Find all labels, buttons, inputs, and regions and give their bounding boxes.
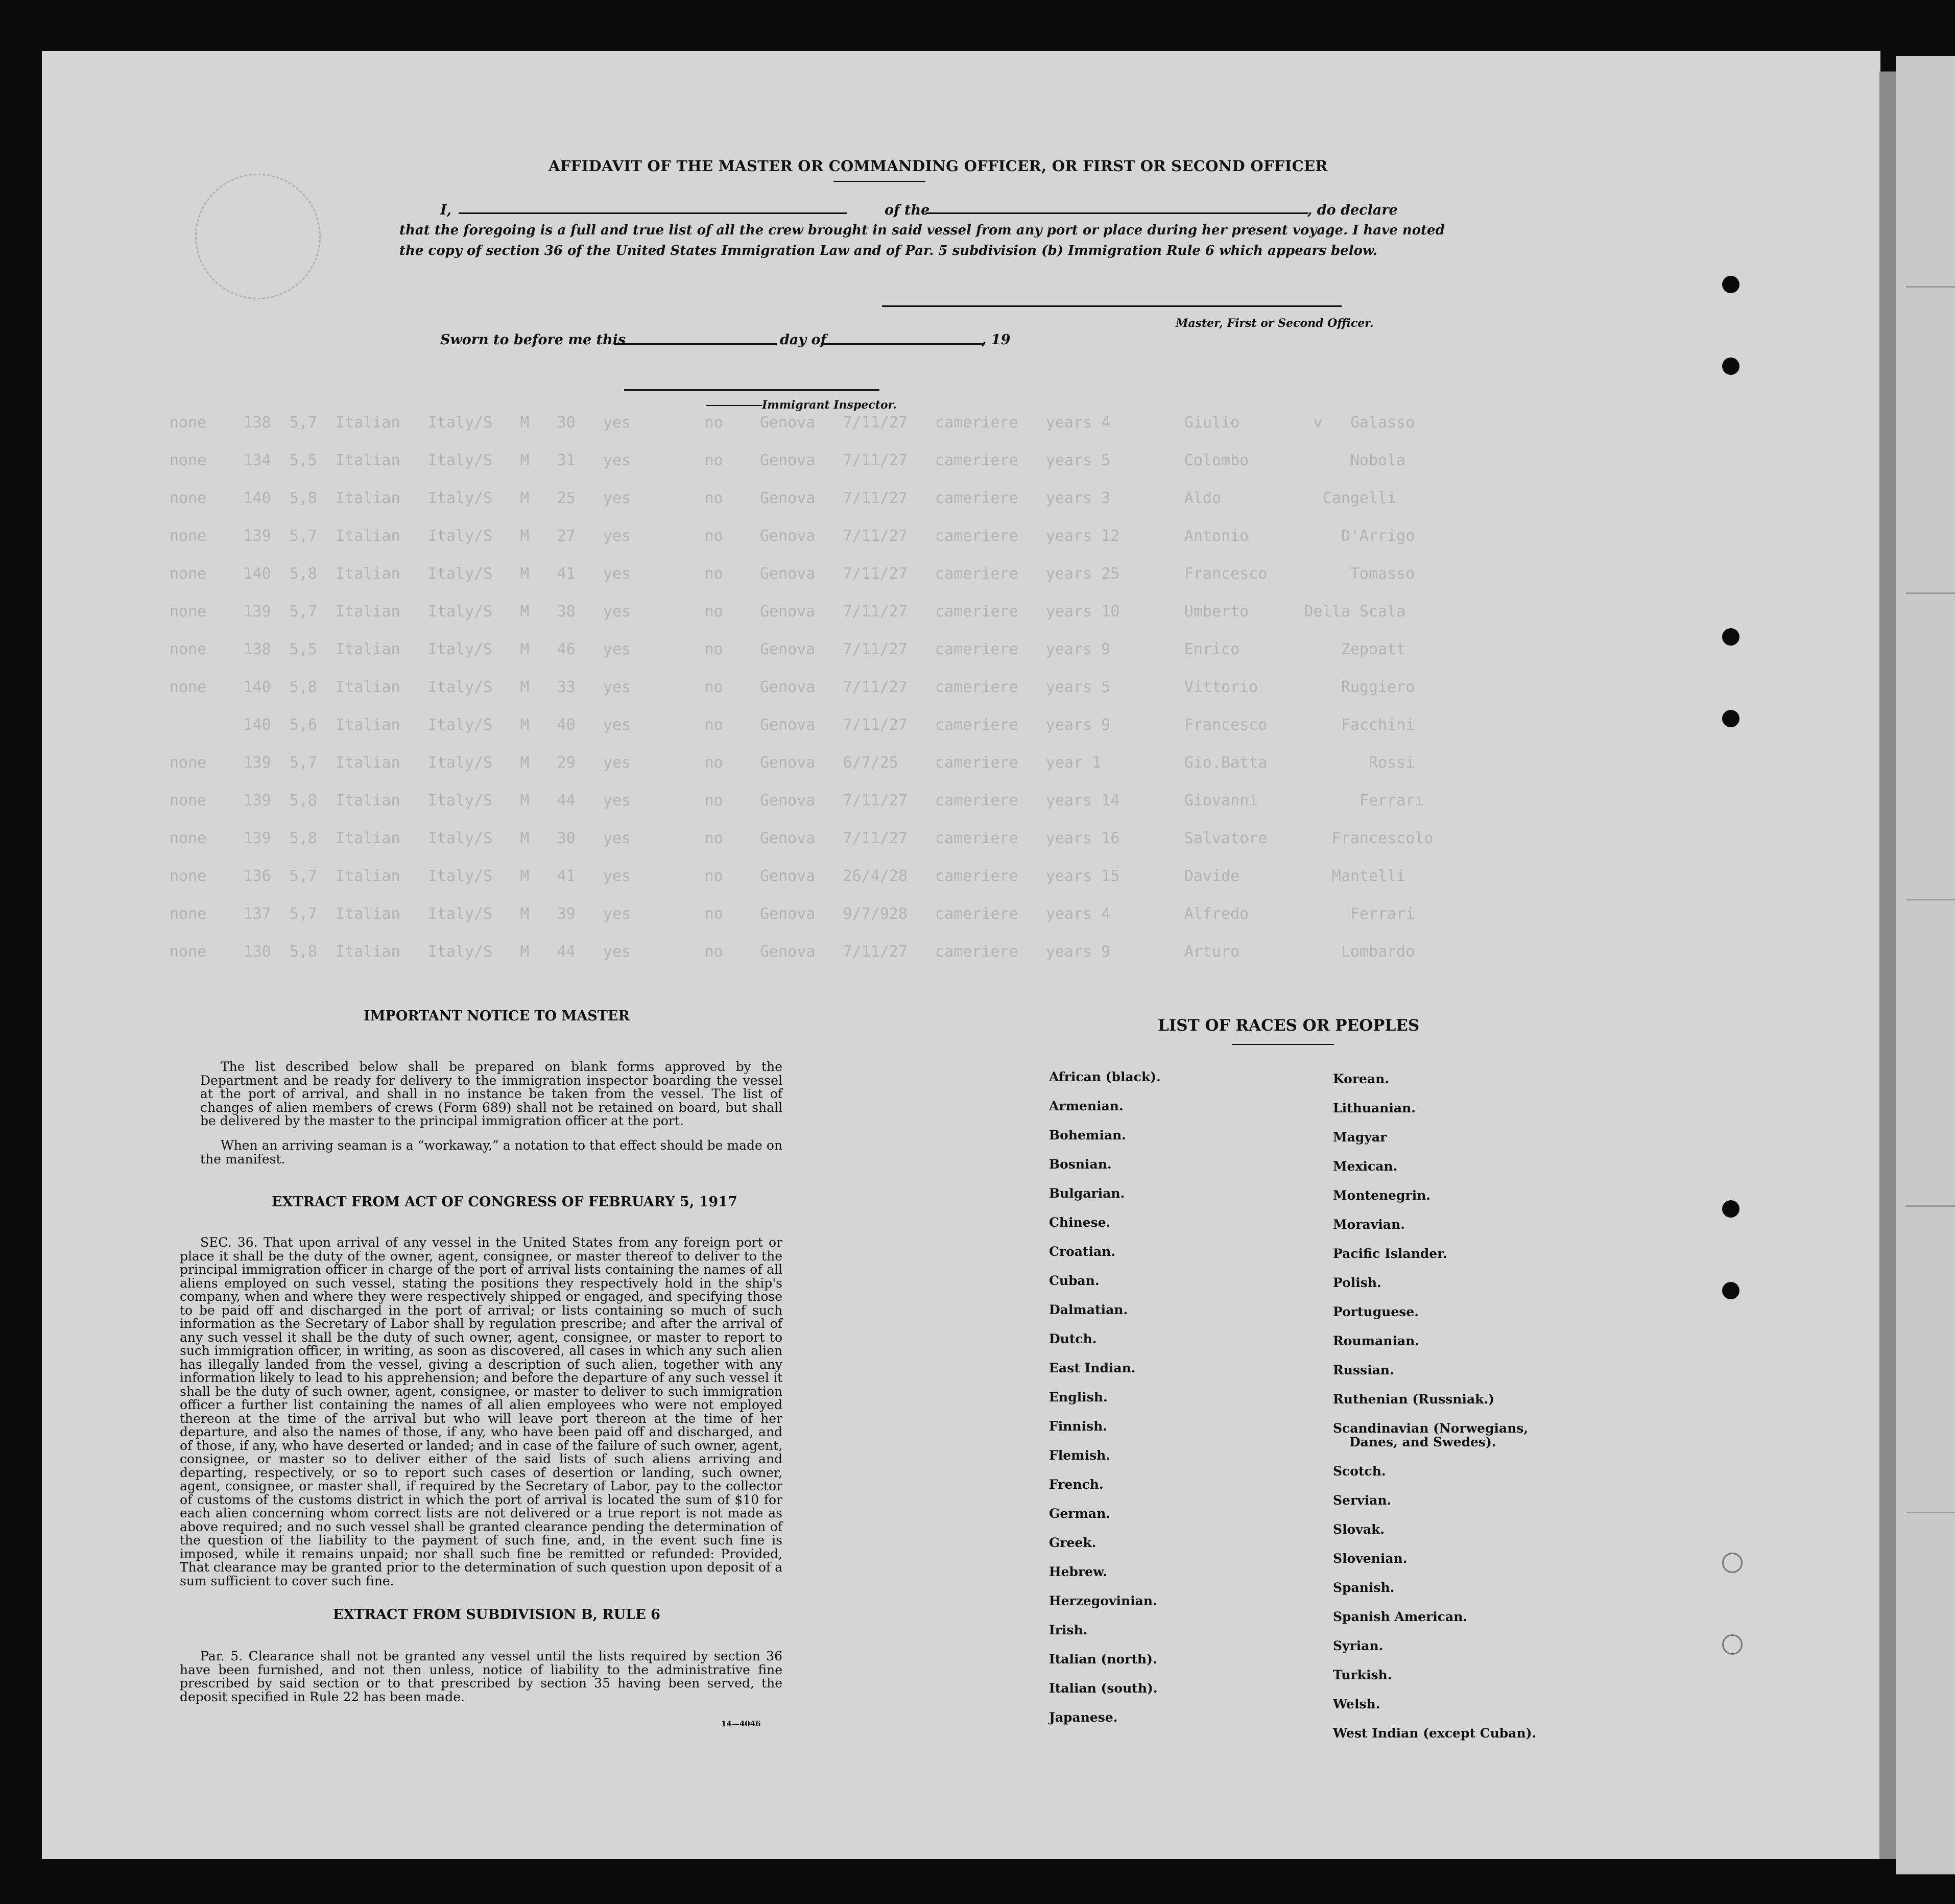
race-item: Ruthenian (Russniak.) (1333, 1392, 1494, 1407)
declaration-line-3: the copy of section 36 of the United States Immigration Law and of Par. 5 subdivision (b) Immigration Rule 6 which appears below. (399, 243, 1377, 258)
race-item: Welsh. (1333, 1697, 1380, 1711)
document-page (42, 51, 1880, 1859)
race-item: Roumanian. (1333, 1334, 1420, 1348)
form-number: 14—4046 (721, 1719, 761, 1728)
faded-row: none 138 5,5 Italian Italy/S M 46 yes no Genova 7/11/27 cameriere years 9 Enrico Zepoatt (170, 640, 1406, 658)
faded-row: none 134 5,5 Italian Italy/S M 31 yes no Genova 7/11/27 cameriere years 5 Colombo Nobola (170, 451, 1406, 469)
race-item: Irish. (1049, 1623, 1088, 1637)
race-item: Flemish. (1049, 1448, 1111, 1463)
race-item: Bohemian. (1049, 1128, 1126, 1143)
inspector-line (624, 389, 879, 391)
faded-row: none 130 5,8 Italian Italy/S M 44 yes no Genova 7/11/27 cameriere years 9 Arturo Lombardo (170, 943, 1415, 961)
declaration-suffix: , do declare (1307, 202, 1398, 218)
faded-row: none 139 5,7 Italian Italy/S M 38 yes no Genova 7/11/27 cameriere years 10 Umberto Della Scala (170, 603, 1406, 621)
notice-paragraph-2: When an arriving seaman is a “workaway,” a notation to that effect should be made on the manifest. (200, 1138, 782, 1167)
vessel-blank (925, 212, 1308, 214)
name-blank (459, 212, 847, 214)
race-item: Lithuanian. (1333, 1101, 1416, 1115)
binder-hole (1722, 358, 1739, 375)
race-item: Bulgarian. (1049, 1186, 1125, 1201)
race-item: Greek. (1049, 1535, 1096, 1550)
race-item: Scandinavian (Norwegians, (1333, 1421, 1529, 1436)
faded-row: none 136 5,7 Italian Italy/S M 41 yes no Genova 26/4/28 cameriere years 15 Davide Mantelli (170, 867, 1406, 885)
race-item: Pacific Islander. (1333, 1246, 1447, 1261)
race-item: Spanish American. (1333, 1609, 1468, 1624)
declaration-of-the: of the (885, 202, 930, 218)
race-item: German. (1049, 1506, 1110, 1521)
race-item: Armenian. (1049, 1099, 1124, 1113)
notice-title: IMPORTANT NOTICE TO MASTER (364, 1008, 630, 1024)
race-item: Polish. (1333, 1275, 1381, 1290)
act-section-36: SEC. 36. That upon arrival of any vessel in the United States from any foreign port or place it shall be the duty of the owner, agent, consignee, or master thereof to deliver to the principal immigration officer in charge of the port of arrival lists containing the names of all aliens employed on such vessel, stating the positions they respectively hold in the ship's company, when and where they were respectively shipped or engaged, and specifying those to be paid off and discharged in the port of arrival; or lists containing so much of such information as the Secretary of Labor shall by regulation prescribe; and after the arrival of any such vessel it shall be the duty of such owner, agent, consignee, or master to report to such immigration officer, in writing, as soon as discovered, all cases in which any such alien has illegally landed from the vessel, giving a description of such alien, together with any information likely to lead to his apprehension; and before the departure of any such vessel it shall be the duty of such owner, agent, consignee, or master to deliver to such immigration officer a further list containing the names of all alien employees who were not employed thereon at the time of the arrival but who will leave port thereon at the time of her departure, and also the names of those, if any, who have been paid off and discharged, and of those, if any, who have deserted or landed; and in case of the failure of such owner, agent, consignee, or master so to deliver either of the said lists of such aliens arriving and departing, respectively, or so to report such cases of desertion or landing, such owner, agent, consignee, or master shall, if required by the Secretary of Labor, pay to the collector of customs of the customs district in which the port of arrival is located the sum of $10 for each alien concerning whom correct lists are not delivered or a true report is not made as above required; and no such vessel shall be granted clearance pending the determination of the question of the liability to the payment of such fine, and, in the event such fine is imposed, while it remains unpaid; nor shall such fine be remitted or refunded: Provided, That clearance may be granted prior to the determination of such question upon deposit of a sum sufficient to cover such fine. (180, 1235, 782, 1588)
rule-paragraph: Par. 5. Clearance shall not be granted any vessel until the lists required by section 36 have been furnished, and not then unless, notice of liability to the administrative fine prescribed by said section or to that prescribed by section 35 having been served, the deposit specified in Rule 22 has been made. (180, 1649, 782, 1704)
race-item: Bosnian. (1049, 1157, 1112, 1172)
faded-row: 140 5,6 Italian Italy/S M 40 yes no Genova 7/11/27 cameriere years 9 Francesco Facchini (170, 716, 1415, 734)
race-item: Montenegrin. (1333, 1188, 1431, 1203)
sworn-month-blank (821, 343, 984, 345)
faded-row: none 138 5,7 Italian Italy/S M 30 yes no Genova 7/11/27 cameriere years 4 Giulio v Galasso (170, 414, 1415, 432)
rule-title: EXTRACT FROM SUBDIVISION B, RULE 6 (333, 1607, 660, 1623)
binder-hole (1722, 710, 1739, 727)
adjacent-page-strip (1896, 56, 1955, 1874)
signature-label: Master, First or Second Officer. (1176, 317, 1374, 330)
faded-row: none 139 5,8 Italian Italy/S M 44 yes no Genova 7/11/27 cameriere years 14 Giovanni Ferrari (170, 792, 1424, 810)
race-item: French. (1049, 1477, 1104, 1492)
race-item: Dalmatian. (1049, 1302, 1128, 1317)
race-item: Korean. (1333, 1072, 1390, 1086)
affidavit-title: AFFIDAVIT OF THE MASTER OR COMMANDING OFFICER, OR FIRST OR SECOND OFFICER (549, 157, 1328, 175)
race-item: Syrian. (1333, 1638, 1384, 1653)
race-item: African (black). (1049, 1069, 1161, 1084)
faded-row: none 137 5,7 Italian Italy/S M 39 yes no Genova 9/7/928 cameriere years 4 Alfredo Ferrari (170, 905, 1415, 923)
faded-row: none 140 5,8 Italian Italy/S M 25 yes no Genova 7/11/27 cameriere years 3 Aldo Cangelli (170, 489, 1397, 507)
sworn-year: , 19 (982, 332, 1011, 348)
race-item: Herzegovinian. (1049, 1593, 1157, 1608)
faded-row: none 139 5,7 Italian Italy/S M 29 yes no Genova 6/7/25 cameriere year 1 Gio.Batta Rossi (170, 754, 1415, 772)
race-item: East Indian. (1049, 1361, 1136, 1375)
race-item: Dutch. (1049, 1331, 1097, 1346)
race-item: Servian. (1333, 1493, 1392, 1508)
race-item: Moravian. (1333, 1217, 1405, 1232)
binder-hole (1722, 1634, 1743, 1655)
sworn-day-of: day of (780, 332, 827, 348)
races-title-rule (1232, 1044, 1334, 1045)
declaration-prefix: I, (440, 202, 452, 218)
race-item: Cuban. (1049, 1273, 1100, 1288)
race-item: Hebrew. (1049, 1564, 1107, 1579)
faded-row: none 140 5,8 Italian Italy/S M 41 yes no Genova 7/11/27 cameriere years 25 Francesco Tomasso (170, 565, 1415, 583)
race-item: Portuguese. (1333, 1304, 1419, 1319)
race-item: Spanish. (1333, 1580, 1395, 1595)
inspector-dash (706, 405, 762, 406)
binder-hole (1722, 1553, 1743, 1573)
title-rule (833, 181, 925, 182)
notice-paragraph-1: The list described below shall be prepared on blank forms approved by the Department and be ready for delivery to the immigration inspector boarding the vessel at the port of arrival, and shall in no instance be taken from the vessel. The list of changes of alien members of crews (Form 689) shall not be retained on board, but shall be delivered by the master to the principal immigration officer at the port. (200, 1059, 782, 1128)
race-item: West Indian (except Cuban). (1333, 1726, 1537, 1741)
declaration-line-2: that the foregoing is a full and true list of all the crew brought in said vessel from any port or place during her present voyage. I have noted (399, 223, 1445, 238)
inspector-label: Immigrant Inspector. (762, 398, 897, 412)
binder-hole (1722, 628, 1739, 646)
race-item: Japanese. (1049, 1710, 1118, 1725)
faded-stamp (195, 174, 321, 299)
race-item: Finnish. (1049, 1419, 1108, 1434)
faded-row: none 140 5,8 Italian Italy/S M 33 yes no Genova 7/11/27 cameriere years 5 Vittorio Ruggiero (170, 678, 1415, 696)
race-item: Croatian. (1049, 1244, 1116, 1259)
act-title: EXTRACT FROM ACT OF CONGRESS OF FEBRUARY 5, 1917 (272, 1194, 737, 1210)
binder-hole (1722, 1200, 1739, 1218)
race-item: Chinese. (1049, 1215, 1111, 1230)
race-item: Russian. (1333, 1363, 1394, 1377)
race-item: Slovenian. (1333, 1551, 1408, 1566)
race-item: English. (1049, 1390, 1108, 1405)
faded-row: none 139 5,8 Italian Italy/S M 30 yes no Genova 7/11/27 cameriere years 16 Salvatore Francescolo (170, 829, 1434, 847)
race-item: Magyar (1333, 1130, 1387, 1145)
race-item: Mexican. (1333, 1159, 1398, 1174)
signature-line (882, 305, 1342, 307)
faded-row: none 139 5,7 Italian Italy/S M 27 yes no Genova 7/11/27 cameriere years 12 Antonio D'Arrigo (170, 527, 1415, 545)
race-item: Scotch. (1333, 1464, 1386, 1479)
sworn-day-blank (614, 343, 777, 345)
races-title: LIST OF RACES OR PEOPLES (1158, 1016, 1420, 1035)
sworn-prefix: Sworn to before me this (440, 332, 626, 348)
binder-hole (1722, 276, 1739, 293)
race-item: Turkish. (1333, 1668, 1392, 1682)
race-item: Italian (north). (1049, 1652, 1157, 1667)
race-item: Slovak. (1333, 1522, 1385, 1537)
race-item: Danes, and Swedes). (1349, 1435, 1496, 1449)
binder-hole (1722, 1282, 1739, 1299)
race-item: Italian (south). (1049, 1681, 1158, 1696)
